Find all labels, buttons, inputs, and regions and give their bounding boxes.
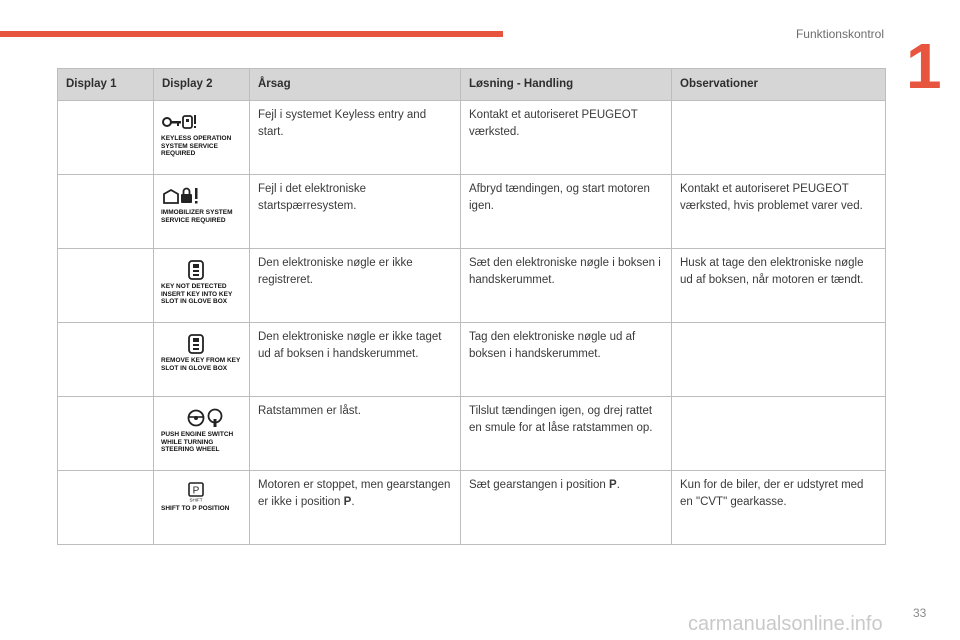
gear-position: P	[343, 496, 352, 508]
observation-cell: Kontakt et autoriseret PEUGEOT værksted, hvis problemet varer ved.	[672, 175, 886, 249]
svg-text:P: P	[192, 485, 200, 497]
column-header-display2: Display 2	[154, 69, 250, 101]
chapter-number: 1	[906, 30, 942, 102]
table-row	[58, 175, 886, 249]
keyless-key-warning-icon	[161, 111, 197, 133]
table-row	[58, 323, 886, 397]
cause-cell: Fejl i det elektroniske startspærresystem.	[250, 175, 461, 249]
display1-cell	[58, 249, 154, 323]
display2-cell	[154, 471, 250, 545]
display2-cell	[154, 323, 250, 397]
remove-key-icon	[187, 333, 223, 355]
watermark-text: carmanualsonline.info	[688, 613, 883, 635]
display2-cell	[154, 249, 250, 323]
cause-cell: Den elektroniske nøgle er ikke taget ud af boksen i handskerummet.	[250, 323, 461, 397]
column-header-display1: Display 1	[58, 69, 154, 101]
display1-cell	[58, 101, 154, 175]
action-text: Sæt gearstangen i position	[469, 479, 610, 491]
action-cell: Kontakt et autoriseret PEUGEOT værksted.	[461, 101, 672, 175]
cause-text: Motoren er stoppet, men gearstangen er ikke i position	[258, 479, 451, 508]
cause-cell: Fejl i systemet Keyless entry and start.	[250, 101, 461, 175]
shift-p-icon	[187, 481, 223, 503]
table-row	[58, 397, 886, 471]
observation-cell	[672, 323, 886, 397]
display2-message: SHIFT TO P POSITION	[161, 505, 230, 512]
table-header-row	[58, 69, 886, 101]
display2-message: PUSH ENGINE SWITCH WHILE TURNING STEERING WHEEL	[161, 431, 234, 453]
observation-cell	[672, 101, 886, 175]
display2-cell	[154, 397, 250, 471]
top-accent-bar	[0, 31, 503, 37]
action-cell: Tag den elektroniske nøgle ud af boksen i handskerummet.	[461, 323, 672, 397]
table-row	[58, 249, 886, 323]
action-cell: Sæt den elektroniske nøgle i boksen i handskerummet.	[461, 249, 672, 323]
svg-text:SHIFT: SHIFT	[189, 497, 203, 503]
action-cell: Afbryd tændingen, og start motoren igen.	[461, 175, 672, 249]
display2-message: KEY NOT DETECTED INSERT KEY INTO KEY SLOT IN GLOVE BOX	[161, 283, 233, 305]
display1-cell	[58, 175, 154, 249]
cause-cell	[250, 471, 461, 545]
observation-cell: Husk at tage den elektroniske nøgle ud af boksen, når motoren er tændt.	[672, 249, 886, 323]
column-header-cause: Årsag	[250, 69, 461, 101]
observation-cell	[672, 397, 886, 471]
display2-message: REMOVE KEY FROM KEY SLOT IN GLOVE BOX	[161, 357, 241, 372]
display2-message: IMMOBILIZER SYSTEM SERVICE REQUIRED	[161, 209, 233, 224]
table-row	[58, 471, 886, 545]
page-number: 33	[913, 606, 927, 620]
display1-cell	[58, 397, 154, 471]
display2-message: KEYLESS OPERATION SYSTEM SERVICE REQUIRED	[161, 135, 232, 157]
cause-text-end: .	[351, 496, 355, 508]
key-not-detected-icon	[187, 259, 223, 281]
immobilizer-lock-warning-icon	[161, 185, 201, 207]
cause-cell: Ratstammen er låst.	[250, 397, 461, 471]
display1-cell	[58, 323, 154, 397]
steering-wheel-push-switch-icon	[187, 407, 231, 429]
cause-cell: Den elektroniske nøgle er ikke registreret.	[250, 249, 461, 323]
observation-cell: Kun for de biler, der er udstyret med en "CVT" gearkasse.	[672, 471, 886, 545]
action-cell: Tilslut tændingen igen, og drej rattet en smule for at låse ratstammen op.	[461, 397, 672, 471]
section-title: Funktionskontrol	[795, 27, 884, 41]
column-header-action: Løsning - Handling	[461, 69, 672, 101]
column-header-observation: Observationer	[672, 69, 886, 101]
display1-cell	[58, 471, 154, 545]
gear-position: P	[609, 479, 617, 491]
display2-cell	[154, 101, 250, 175]
warning-messages-table	[57, 68, 886, 545]
action-cell	[461, 471, 672, 545]
display2-cell	[154, 175, 250, 249]
table-row	[58, 101, 886, 175]
action-text-end: .	[616, 479, 620, 491]
